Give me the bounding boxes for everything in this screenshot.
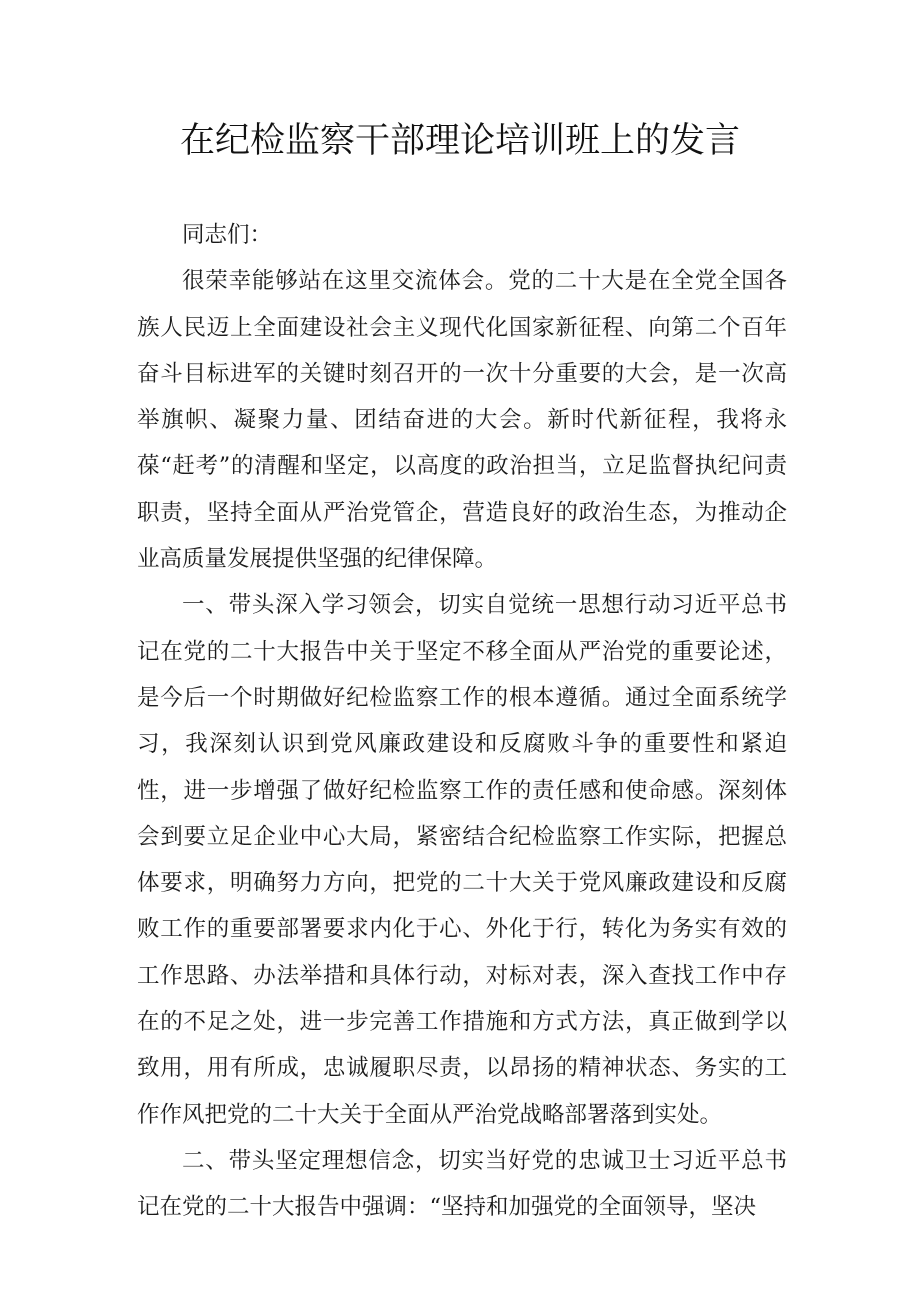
intro-paragraph: 很荣幸能够站在这里交流体会。党的二十大是在全党全国各族人民迈上全面建设社会主义现代化国家新征程、向第二个百年奋斗目标进军的关键时刻召开的一次十分重要的大会，是一次高举旗帜、凝聚力量、团结奋进的大会。新时代新征程，我将永葆“赶考”的清醒和坚定，以高度的政治担当，立足监督执纪问责职责，坚持全面从严治党管企，营造良好的政治生态，为推动企业高质量发展提供坚强的纪律保障。	[137, 268, 787, 573]
section-two-paragraph: 二、带头坚定理想信念，切实当好党的忠诚卫士习近平总书记在党的二十大报告中强调：“坚持和加强党的全面领导，坚决	[137, 1147, 787, 1221]
section-one-paragraph: 一、带头深入学习领会，切实自觉统一思想行动习近平总书记在党的二十大报告中关于坚定不移全面从严治党的重要论述，是今后一个时期做好纪检监察工作的根本遵循。通过全面系统学习，我深刻认识到党风廉政建设和反腐败斗争的重要性和紧迫性，进一步增强了做好纪检监察工作的责任感和使命感。深刻体会到要立足企业中心大局，紧密结合纪检监察工作实际，把握总体要求，明确努力方向，把党的二十大关于党风廉政建设和反腐败工作的重要部署要求内化于心、外化于行，转化为务实有效的工作思路、办法举措和具体行动，对标对表，深入查找工作中存在的不足之处，进一步完善工作措施和方式方法，真正做到学以致用，用有所成，忠诚履职尽责，以昂扬的精神状态、务实的工作作风把党的二十大关于全面从严治党战略部署落到实处。	[137, 592, 787, 1128]
document-title: 在纪检监察干部理论培训班上的发言	[179, 121, 740, 161]
salutation-paragraph: 同志们：	[182, 222, 273, 248]
document-body	[137, 212, 787, 1231]
